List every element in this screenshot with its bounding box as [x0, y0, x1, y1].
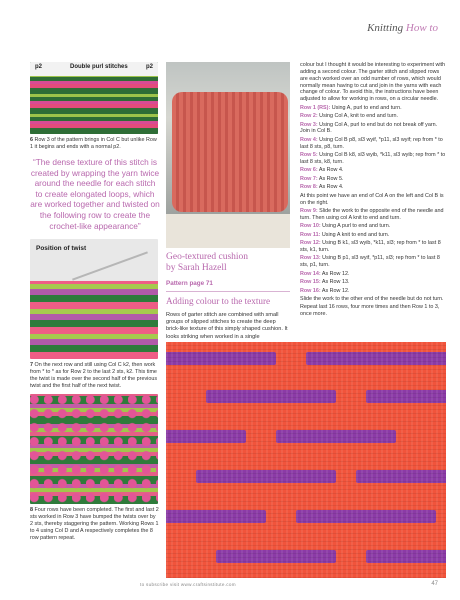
pattern-row-text: As Row 5. [318, 175, 344, 182]
pattern-row-label: Row 6: [300, 167, 318, 174]
pull-quote: “The dense texture of this stitch is created by wrapping the yarn twice around the needle for each stitch to create elongated loops, which are worked together and twisted on the following row to create the crochet-like appearance” [30, 157, 160, 231]
project-author: by Sarah Hazell [166, 263, 227, 273]
pattern-row [300, 288, 446, 295]
swatch-photo [166, 342, 446, 578]
pattern-row [300, 184, 446, 191]
pattern-row-text: Slide the work to the other end of the needle but do not turn. [300, 296, 444, 302]
pattern-row-label: Row 13: [300, 255, 321, 262]
caption-8-text: Four rows have been completed. The first and last 2 sts worked in Row 3 have bumped the twists over by 2 sts, thereby staggering the pattern. Working Rows 1 to 4 using Col D and A respectively completes the 8 row pattern repeat. [30, 507, 159, 542]
pattern-row [300, 223, 446, 230]
pattern-row-label: Row 10: [300, 223, 321, 230]
pattern-row [300, 271, 446, 278]
header-title: Knitting [367, 22, 404, 34]
pattern-row-text: Using Col A, purl to end but do not break off yarn. Join in Col B. [300, 121, 438, 135]
pattern-row-text: As Row 12. [321, 270, 350, 277]
twist-knit-image [30, 281, 158, 359]
pattern-row-text: At this point we have an end of Col A on the left and Col B is on the right. [300, 192, 444, 206]
caption-7-text: On the next row and still using Col C k2, then work from * to * as for Row 2 to the last 2 sts, k2. This time the twist is made over the second half of the previous twist and the first half of the next twist. [30, 362, 158, 390]
project-title: Geo-textured cushion [166, 252, 249, 262]
step8-photo [30, 394, 158, 504]
pattern-row [300, 122, 446, 136]
pattern-row-text: Using Col B k8, sl3 wyib, *k11, sl3 wyib; rep from * to last 8 sts, k8, turn. [300, 152, 446, 165]
subheading: Adding colour to the texture [166, 296, 271, 306]
pattern-row-text: Using A purl to end and turn. [322, 223, 391, 230]
step6-photo [30, 62, 158, 134]
caption-8-num: 8 [30, 507, 33, 514]
right-column [300, 62, 446, 320]
pattern-row-label: Row 2: [300, 113, 318, 120]
pattern-row-text: As Row 12. [321, 287, 350, 294]
step7-photo [30, 239, 158, 359]
label-p2-right: p2 [145, 64, 153, 70]
caption-6-num: 6 [30, 137, 33, 143]
knit-stripes-image [30, 76, 158, 134]
pattern-row-label: Row 12: [300, 240, 321, 247]
caption-8 [30, 507, 160, 542]
caption-6 [30, 137, 160, 151]
pattern-row-text: Repeat last 16 rows, four more times and then Row 1 to 3, once more. [300, 304, 440, 318]
divider [166, 291, 290, 292]
pattern-row [300, 152, 446, 166]
pattern-row-label: Row 3: [300, 121, 318, 128]
pattern-row-label: Row 16: [300, 287, 321, 294]
pattern-row-text: Using A knit to end and turn. [321, 231, 390, 238]
pattern-row-label: Row 15: [300, 279, 321, 286]
label-p2-left: p2 [35, 64, 43, 70]
pattern-row [300, 240, 446, 254]
caption-6-text: Row 3 of the pattern brings in Col C but unlike Row 1 it begins and ends with a normal p2. [30, 137, 157, 150]
pattern-row [300, 208, 446, 222]
pattern-row-text: Using Col B p8, sl3 wyif, *p11, sl3 wyif; rep from * to last 8 sts, p8, turn. [300, 136, 443, 150]
pattern-row [300, 113, 446, 120]
pattern-row [300, 105, 446, 112]
swatch-texture [166, 342, 446, 578]
header-accent: How to [405, 22, 438, 34]
needle-image [72, 252, 148, 281]
pattern-row-text: As Row 13. [321, 279, 350, 286]
continued-text: colour but I thought it would be interesting to experiment with adding a second colour. The garter stitch and slipped rows are each worked over an odd number of rows, which would normally mean having to cut and join in the yarns with each change of colour. To avoid this, the instructions have been adjusted to allow for working in rows, on a circular needle. [300, 62, 446, 103]
pattern-row-text: Slide the work to the opposite end of the needle and turn. Then using col A knit to end and turn. [300, 207, 444, 221]
intro-text: Rows of garter stitch are combined with small groups of slipped stitches to create the deep brick-like texture of this simply shaped cushion. It looks striking when worked in a single [166, 312, 288, 340]
label-double-purl: Double purl stitches [70, 64, 128, 70]
pattern-row-label: Row 9: [300, 207, 318, 214]
pattern-rows [300, 105, 446, 318]
pattern-page-ref: Pattern page 71 [166, 280, 213, 287]
section-header [367, 22, 438, 34]
pattern-row [300, 167, 446, 174]
caption-7-num: 7 [30, 362, 33, 369]
pattern-row-label: Row 7: [300, 175, 318, 182]
pattern-row-text: As Row 4. [318, 184, 344, 191]
pattern-row-text: Using A, purl to end and turn. [331, 104, 402, 111]
pattern-row [300, 232, 446, 239]
pattern-row-text: Using Col A, knit to end and turn. [319, 113, 398, 120]
footer-subscribe: to subscribe visit www.craftsinstitute.com [140, 582, 236, 587]
page-number: 47 [431, 581, 438, 587]
pattern-row [300, 193, 446, 207]
pattern-row-label: Row 4: [300, 136, 318, 143]
pattern-row-text: Using B p1, sl3 wyif, *p11, sl3; rep from * to last 8 sts, p1, turn. [300, 255, 440, 269]
pattern-row [300, 279, 446, 286]
left-column [30, 62, 160, 542]
caption-7 [30, 362, 160, 390]
pattern-row [300, 296, 446, 303]
pattern-row [300, 304, 446, 318]
pattern-row-text: As Row 4. [318, 167, 344, 174]
middle-column [166, 62, 290, 341]
pattern-row-label: Row 5: [300, 152, 318, 159]
pattern-row-label: Row 1 (RS): [300, 104, 331, 111]
pattern-row-text: Using B k1, sl3 wyib, *k11, sl3; rep from * to last 8 sts, k1, turn. [300, 240, 441, 253]
pillow-image [172, 92, 288, 212]
pattern-row-label: Row 14: [300, 270, 321, 277]
pattern-row [300, 255, 446, 269]
pattern-row-label: Row 11: [300, 231, 321, 238]
pattern-row [300, 176, 446, 183]
pattern-row [300, 137, 446, 151]
pattern-row-label: Row 8: [300, 184, 318, 191]
label-position-of-twist: Position of twist [36, 245, 87, 253]
sofa-image [166, 214, 290, 248]
cushion-photo [166, 62, 290, 248]
